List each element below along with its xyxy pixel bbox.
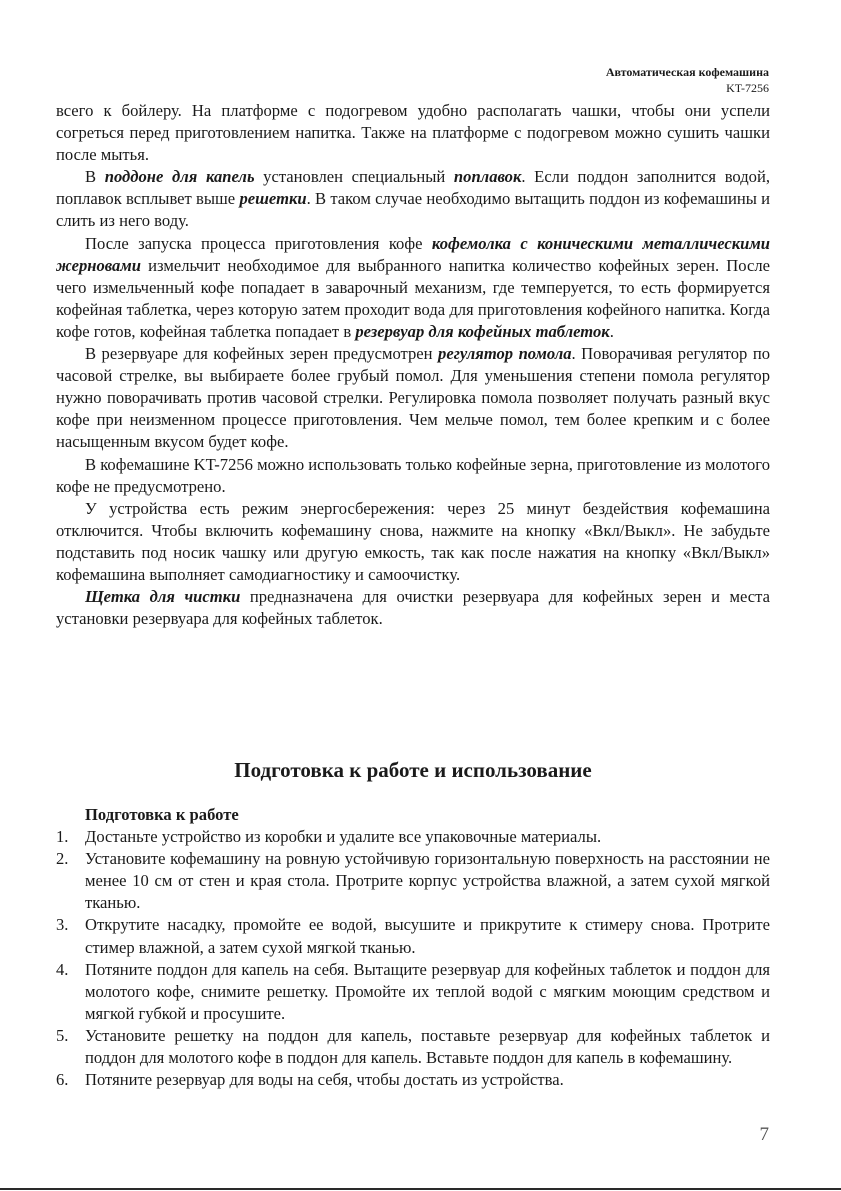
paragraph bbox=[56, 586, 770, 630]
step-number: 2. bbox=[56, 849, 69, 869]
list-item bbox=[56, 914, 770, 958]
step-number: 6. bbox=[56, 1070, 69, 1090]
emphasized-term: поддоне для капель bbox=[104, 167, 255, 187]
text-run: измельчит необходимое для выбранного напитка количество кофейных зерен. После чего измельченный кофе попадает в заварочный механизм, где темперуется, то есть формируется кофейная таблетка, через которую затем проходит вода для приготовления кофейного напитка. Когда кофе готов, кофейная таблетка попадает в bbox=[56, 255, 770, 341]
emphasized-term: поплавок bbox=[453, 167, 522, 187]
text-run: В кофемашине KT-7256 можно использовать только кофейные зерна, приготовление из молотого кофе не предусмотрено. bbox=[56, 454, 770, 496]
section-title: Подготовка к работе и использование bbox=[234, 758, 592, 782]
text-run: . Если поддон заполнится водой, поплавок всплывет выше bbox=[56, 167, 771, 209]
step-text: Достаньте устройство из коробки и удалите все упаковочные материалы. bbox=[85, 827, 602, 847]
paragraph bbox=[56, 233, 770, 343]
paragraph bbox=[56, 166, 770, 232]
paragraph bbox=[56, 100, 770, 166]
step-text: Установите решетку на поддон для капель, поставьте резервуар для кофейных таблеток и поддон для молотого кофе в поддон для капель. Вставьте поддон для капель в кофемашину. bbox=[85, 1025, 770, 1068]
text-run: В bbox=[85, 167, 105, 187]
preparation-section bbox=[56, 804, 770, 1091]
text-run: . bbox=[609, 321, 614, 341]
body-text bbox=[56, 100, 770, 630]
subsection-title: Подготовка к работе bbox=[85, 805, 239, 824]
list-item bbox=[56, 1069, 770, 1091]
list-item bbox=[56, 959, 770, 1025]
step-number: 4. bbox=[56, 959, 69, 979]
emphasized-term: кофемолка с коническими металлическими жерновами bbox=[56, 233, 770, 275]
step-text: Открутите насадку, промойте ее водой, высушите и прикрутите к стимеру снова. Протрите стимер влажной, а затем сухой мягкой тканью. bbox=[85, 915, 770, 957]
emphasized-term: регулятор помола bbox=[438, 344, 572, 364]
steps-list bbox=[56, 826, 770, 1091]
text-run: предназначена для очистки резервуара для кофейных зерен и места установки резервуара для кофейных таблеток. bbox=[56, 587, 770, 629]
emphasized-term: Щетка для чистки bbox=[85, 587, 241, 607]
text-run: . Поворачивая регулятор по часовой стрелке, вы выбираете более грубый помол. Для уменьшения степени помола регулятор нужно поворачивать против часовой стрелки. Регулировка помола позволяет получать разный вкус кофе при неизменном процессе приготовления. Чем мельче помол, тем более крепким и с более насыщенным вкусом будет кофе. bbox=[56, 344, 771, 452]
running-header bbox=[606, 64, 769, 96]
text-run: . В таком случае необходимо вытащить поддон из кофемашины и слить из него воду. bbox=[56, 189, 771, 231]
text-run: установлен специальный bbox=[254, 167, 454, 187]
step-text: Потяните поддон для капель на себя. Вытащите резервуар для кофейных таблеток и поддон для молотого кофе, снимите решетку. Промойте их теплой водой с мягким моющим средством и мягкой губкой и просушите. bbox=[85, 959, 770, 1023]
header-model: KT-7256 bbox=[726, 81, 769, 95]
text-run: У устройства есть режим энергосбережения: через 25 минут бездействия кофемашина отключится. Чтобы включить кофемашину снова, нажмите на кнопку «Вкл/Выкл». Не забудьте подставить под носик чашку или другую емкость, так как после нажатия на кнопку «Вкл/Выкл» кофемашина выполняет самодиагностику и самоочистку. bbox=[56, 498, 770, 584]
step-number: 5. bbox=[56, 1025, 69, 1045]
list-item bbox=[56, 826, 770, 848]
paragraph bbox=[56, 498, 770, 586]
text-run: всего к бойлеру. На платформе с подогревом удобно располагать чашки, чтобы они успели согреться перед приготовлением напитка. Также на платформе с подогревом можно сушить чашки после мытья. bbox=[56, 101, 770, 165]
paragraph bbox=[56, 343, 770, 453]
step-text: Установите кофемашину на ровную устойчивую горизонтальную поверхность на расстоянии не менее 10 см от стен и края стола. Протрите корпус устройства влажной, а затем сухой мягкой тканью. bbox=[85, 849, 770, 913]
step-text: Потяните резервуар для воды на себя, чтобы достать из устройства. bbox=[85, 1070, 564, 1090]
step-number: 3. bbox=[56, 915, 69, 935]
step-number: 1. bbox=[56, 827, 69, 847]
text-run: После запуска процесса приготовления кофе bbox=[85, 233, 432, 253]
page-number: 7 bbox=[759, 1124, 769, 1145]
emphasized-term: резервуар для кофейных таблеток bbox=[355, 321, 610, 341]
list-item bbox=[56, 848, 770, 914]
emphasized-term: решетки bbox=[239, 189, 307, 209]
header-title: Автоматическая кофемашина bbox=[605, 65, 769, 79]
bottom-rule bbox=[0, 1188, 841, 1190]
list-item bbox=[56, 1025, 770, 1069]
text-run: В резервуаре для кофейных зерен предусмотрен bbox=[85, 344, 439, 364]
paragraph bbox=[56, 454, 770, 498]
